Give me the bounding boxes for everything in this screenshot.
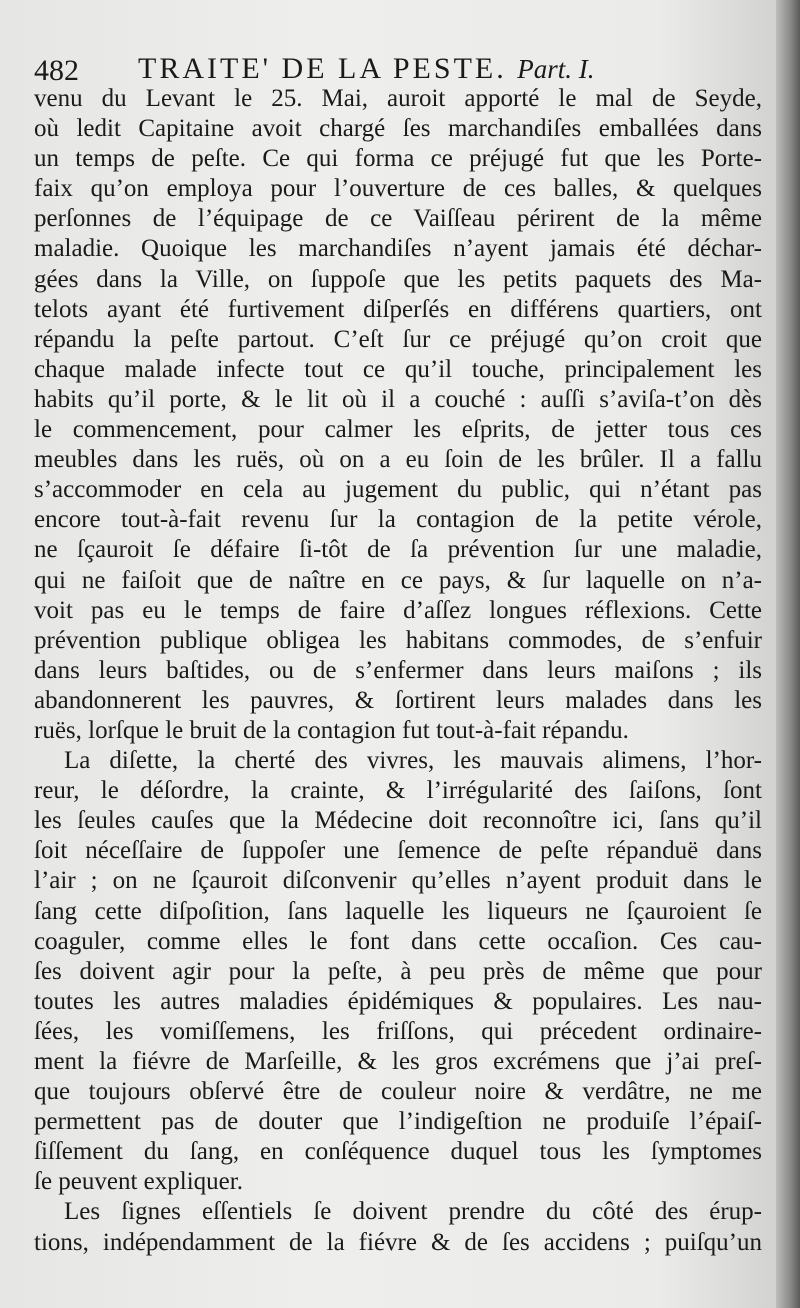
text-line: le commencement, pour calmer les eſprits, de jetter tous ces — [34, 416, 762, 444]
text-line: un temps de peſte. Ce qui forma ce préjugé fut que les Porte- — [34, 145, 762, 173]
text-line: permettent pas de douter que l’indigeſtion ne produiſe l’épaiſ- — [34, 1108, 762, 1136]
text-line: qui ne faiſoit que de naître en ce pays, & ſur laquelle on n’a- — [34, 566, 762, 594]
text-line: répandu la peſte partout. C’eſt ſur ce préjugé qu’on croit que — [34, 325, 762, 353]
text-line: les ſeules cauſes que la Médecine doit reconnoître ici, ſans qu’il — [34, 807, 762, 835]
text-line: reur, le déſordre, la crainte, & l’irrégularité des ſaiſons, ſont — [34, 777, 762, 805]
text-line: ment la fiévre de Marſeille, & les gros excrémens que j’ai preſ- — [34, 1048, 762, 1075]
text-line: La diſette, la cherté des vivres, les mauvais alimens, l’hor- — [64, 747, 762, 775]
text-line: chaque malade infecte tout ce qu’il touche, principalement les — [34, 355, 762, 383]
text-line: ſe peuvent expliquer. — [34, 1168, 243, 1196]
text-line: ruës, lorſque le bruit de la contagion fut tout-à-fait répandu. — [34, 716, 629, 744]
text-line: dans leurs baſtides, ou de s’enfermer dans leurs maiſons ; ils — [34, 656, 762, 684]
text-line: prévention publique obligea les habitans commodes, de s’enfuir — [34, 626, 762, 654]
text-line: meubles dans les ruës, où on a eu ſoin de les brûler. Il a fallu — [34, 446, 762, 474]
page-number: 482 — [34, 54, 79, 87]
text-line: encore tout-à-fait revenu ſur la contagion de la petite vérole, — [34, 506, 762, 534]
text-line: abandonnerent les pauvres, & ſortirent leurs malades dans les — [34, 686, 762, 714]
text-line: ſang cette diſpoſition, ſans laquelle les liqueurs ne ſçauroient ſe — [34, 897, 762, 925]
text-line: ſées, les vomiſſemens, les friſſons, qui précedent ordinaire- — [34, 1017, 762, 1045]
text-line: où ledit Capitaine avoit chargé ſes marchandiſes emballées dans — [34, 115, 762, 143]
text-line: l’air ; on ne ſçauroit diſconvenir qu’elles n’ayent produit dans le — [34, 867, 762, 895]
text-line: ſes doivent agir pour la peſte, à peu près de même que pour — [34, 957, 762, 985]
text-line: ne ſçauroit ſe défaire ſi-tôt de ſa prévention ſur une maladie, — [34, 536, 762, 564]
running-title — [138, 52, 594, 86]
text-line: toutes les autres maladies épidémiques & populaires. Les nau- — [34, 987, 762, 1015]
text-line: habits qu’il porte, & le lit où il a couché : auſſi s’aviſa-t’on dès — [34, 385, 762, 413]
text-line: que toujours obſervé être de couleur noire & verdâtre, ne me — [34, 1078, 762, 1106]
text-line: gées dans la Ville, on ſuppoſe que les petits paquets des Ma- — [34, 265, 762, 293]
text-line: tions, indépendamment de la fiévre & de ſes accidens ; puiſqu’un — [34, 1228, 762, 1256]
running-title-text: TRAITE' DE LA PESTE. — [138, 52, 507, 85]
page-edge-shadow — [776, 0, 800, 1308]
text-line: telots ayant été furtivement diſperſés en différens quartiers, ont — [34, 295, 762, 323]
text-line: faix qu’on employa pour l’ouverture de ces balles, & quelques — [34, 175, 762, 203]
text-line: s’accommoder en cela au jugement du public, qui n’étant pas — [34, 476, 762, 504]
text-line: voit pas eu le temps de faire d’aſſez longues réflexions. Cette — [34, 596, 762, 624]
body-text — [34, 84, 762, 1258]
part-label: Part. I. — [517, 54, 595, 84]
text-line: coaguler, comme elles le font dans cette occaſion. Ces cau- — [34, 927, 762, 955]
text-line: maladie. Quoique les marchandiſes n’ayent jamais été déchar- — [34, 235, 762, 263]
text-line: ſoit néceſſaire de ſuppoſer une ſemence de peſte répanduë dans — [34, 837, 762, 865]
text-line: ſiſſement du ſang, en conſéquence duquel tous les ſymptomes — [34, 1138, 762, 1166]
text-line: Les ſignes eſſentiels ſe doivent prendre du côté des érup- — [64, 1198, 762, 1226]
text-line: venu du Levant le 25. Mai, auroit apporté le mal de Seyde, — [34, 85, 762, 112]
text-line: perſonnes de l’équipage de ce Vaiſſeau périrent de la même — [34, 205, 762, 233]
